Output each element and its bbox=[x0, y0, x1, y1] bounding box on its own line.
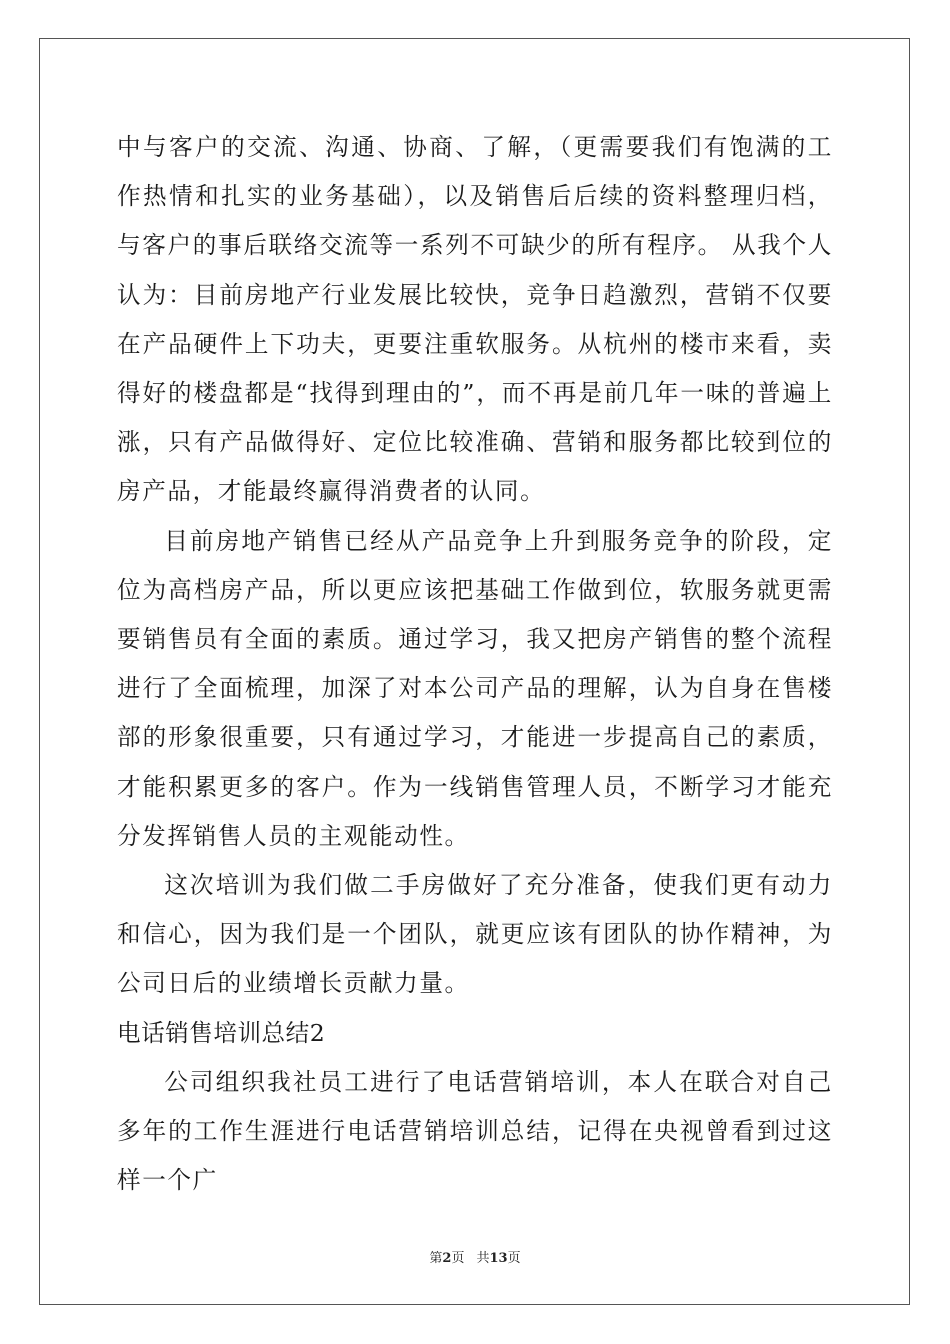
page-footer bbox=[0, 1247, 950, 1266]
paragraph-training-preparation: 这次培训为我们做二手房做好了充分准备，使我们更有动力和信心，因为我们是一个团队，就更应该有团队的协作精神，为公司日后的业绩增长贡献力量。 bbox=[117, 871, 833, 998]
page-suffix: 页 bbox=[451, 1251, 465, 1266]
section-heading: 电话销售培训总结2 bbox=[117, 1018, 326, 1047]
paragraph-phone-marketing: 公司组织我社员工进行了电话营销培训，本人在联合对自己多年的工作生涯进行电话营销培训总结，记得在央视曾看到过这样一个广 bbox=[117, 1067, 833, 1195]
page-prefix: 第 bbox=[429, 1251, 443, 1266]
paragraph-service-competition: 目前房地产销售已经从产品竞争上升到服务竞争的阶段，定位为高档房产品，所以更应该把基础工作做到位，软服务就更需要销售员有全面的素质。通过学习，我又把房产销售的整个流程进行了全面梳理，加深了对本公司产品的理解，认为自身在售楼部的形象很重要，只有通过学习，才能进一步提高自己的素质，才能积累更多的客户。作为一线销售管理人员，不断学习才能充分发挥销售人员的主观能动性。 bbox=[117, 526, 833, 850]
total-prefix: 共 bbox=[476, 1251, 490, 1266]
page-number: 2 bbox=[442, 1251, 452, 1266]
total-pages: 13 bbox=[489, 1251, 508, 1266]
document-body bbox=[117, 123, 833, 1205]
total-suffix: 页 bbox=[507, 1251, 521, 1266]
paragraph-continuation: 中与客户的交流、沟通、协商、了解，（更需要我们有饱满的工作热情和扎实的业务基础），以及销售后后续的资料整理归档，与客户的事后联络交流等一系列不可缺少的所有程序。 从我个人认为：目前房地产行业发展比较快，竞争日趋激烈，营销不仅要在产品硬件上下功夫，更要注重软服务。从杭州的楼市来看，卖得好的楼盘都是“找得到理由的”，而不再是前几年一味的普遍上涨，只有产品做得好、定位比较准确、营销和服务都比较到位的房产品，才能最终赢得消费者的认同。 bbox=[117, 133, 833, 506]
